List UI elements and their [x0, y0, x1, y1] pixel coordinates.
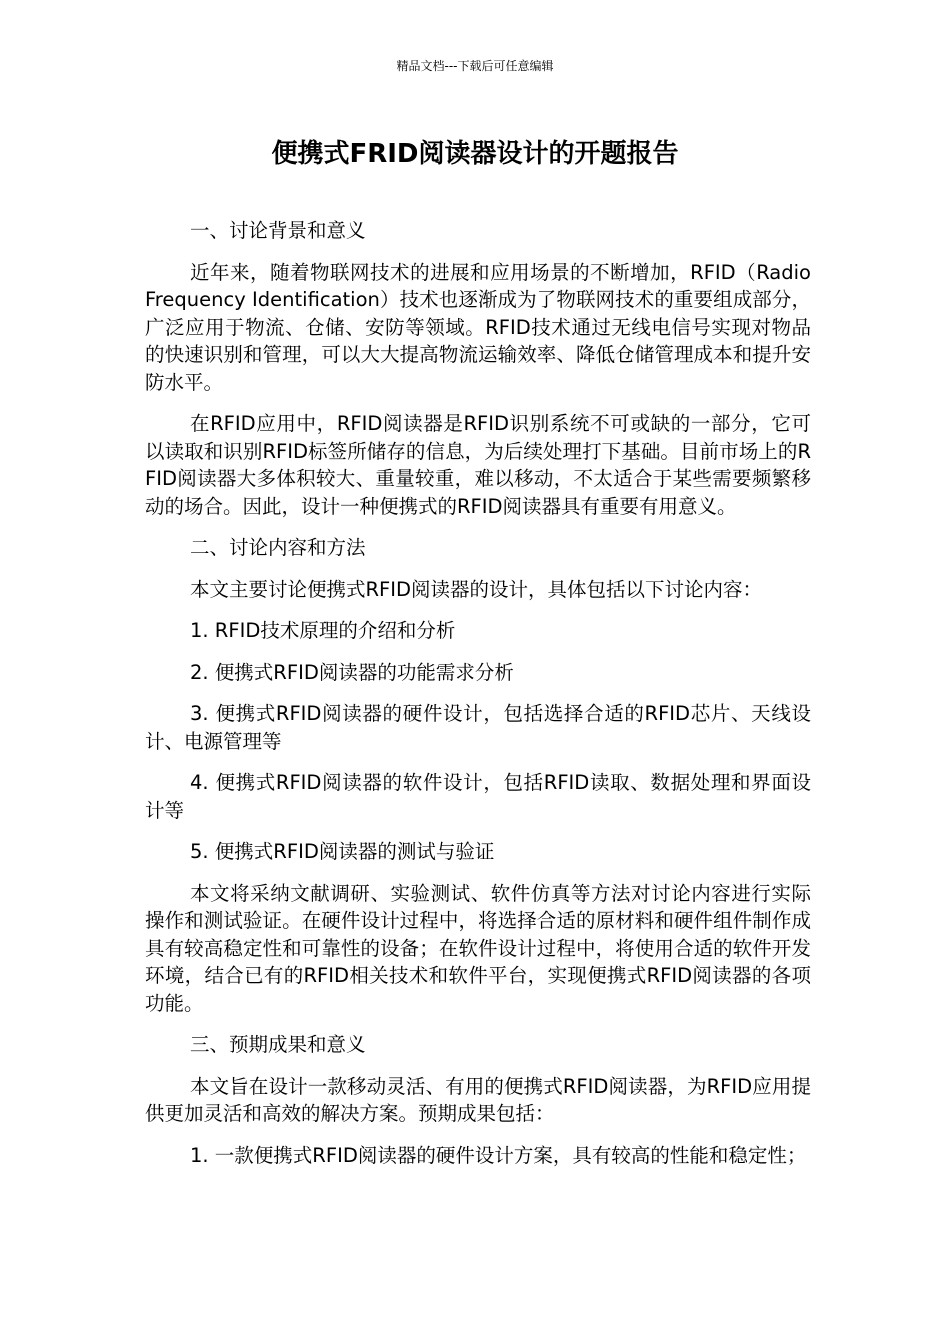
paragraph-outcomes-intro: 本文旨在设计一款移动灵活、有用的便携式RFID阅读器，为RFID应用提供更加灵活和高效的解决方案。预期成果包括： — [145, 1074, 811, 1125]
list-item: 5. 便携式RFID阅读器的测试与验证 — [190, 840, 495, 863]
list-item: 2. 便携式RFID阅读器的功能需求分析 — [190, 660, 514, 684]
paragraph-background-1: 近年来，随着物联网技术的进展和应用场景的不断增加，RFID（Radio Frequency Identification）技术也逐渐成为了物联网技术的重要组成部分，广泛应用于物流、仓储、安防等领域。RFID技术通过无线电信号实现对物品的快速识别和管理，可以大大提高物流运输效率、降低仓储管理成本和提升安防水平。 — [145, 260, 811, 394]
document-body — [145, 217, 811, 1183]
section-heading-background: 一、讨论背景和意义 — [190, 219, 366, 242]
section-heading-outcomes: 三、预期成果和意义 — [190, 1033, 366, 1056]
list-item: 3. 便携式RFID阅读器的硬件设计，包括选择合适的RFID芯片、天线设计、电源管理等 — [145, 702, 811, 753]
list-item: 4. 便携式RFID阅读器的软件设计，包括RFID读取、数据处理和界面设计等 — [145, 771, 811, 822]
list-item: 1. 一款便携式RFID阅读器的硬件设计方案，具有较高的性能和稳定性； — [190, 1143, 807, 1167]
list-item: 1. RFID技术原理的介绍和分析 — [190, 619, 456, 642]
paragraph-background-2: 在RFID应用中，RFID阅读器是RFID识别系统不可或缺的一部分，它可以读取和识别RFID标签所储存的信息，为后续处理打下基础。目前市场上的RFID阅读器大多体积较大、重量较重，难以移动，不太适合于某些需要频繁移动的场合。因此，设计一种便携式的RFID阅读器具有重要有用意义。 — [145, 412, 811, 518]
header-note: 精品文档---下载后可任意编辑 — [396, 59, 554, 73]
section-heading-content-method: 二、讨论内容和方法 — [190, 536, 366, 559]
document-title: 便携式FRID阅读器设计的开题报告 — [271, 139, 679, 169]
paragraph-methods: 本文将采纳文献调研、实验测试、软件仿真等方法对讨论内容进行实际操作和测试验证。在硬件设计过程中，将选择合适的原材料和硬件组件制作成具有较高稳定性和可靠性的设备；在软件设计过程中，将使用合适的软件开发环境，结合已有的RFID相关技术和软件平台，实现便携式RFID阅读器的各项功能。 — [145, 881, 811, 1015]
paragraph-content-intro: 本文主要讨论便携式RFID阅读器的设计，具体包括以下讨论内容： — [190, 577, 763, 601]
